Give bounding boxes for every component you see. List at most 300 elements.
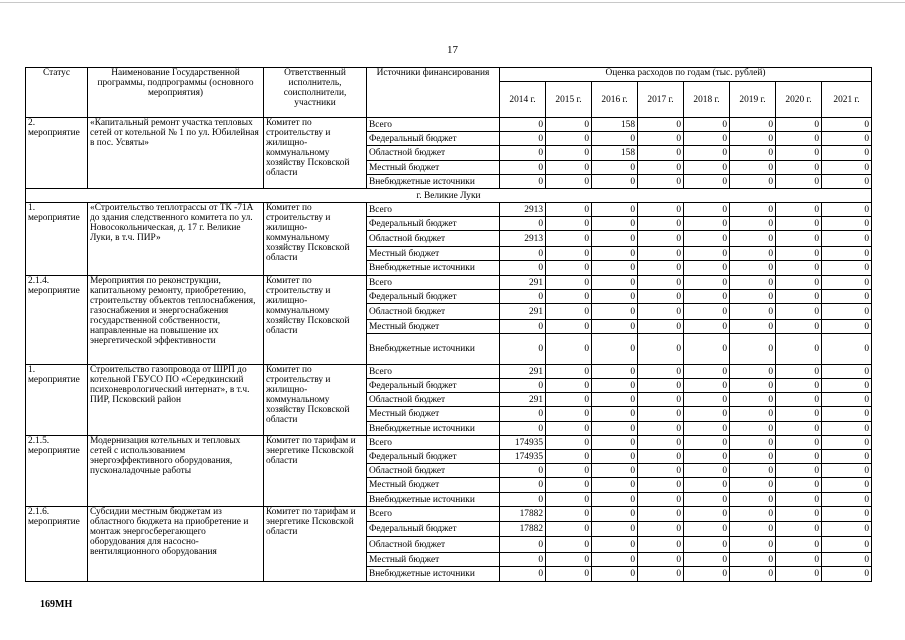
group-status: 2.1.4. мероприятие — [26, 276, 88, 365]
value-cell: 0 — [776, 118, 822, 132]
footer-code: 169МН — [40, 599, 73, 610]
value-cell: 0 — [822, 320, 872, 334]
source-label: Внебюджетные источники — [367, 175, 500, 189]
value-cell: 0 — [592, 217, 638, 231]
value-cell: 0 — [730, 478, 776, 493]
value-cell: 0 — [776, 464, 822, 478]
value-cell: 0 — [638, 450, 684, 464]
value-cell: 0 — [546, 334, 592, 365]
group-name: Субсидии местным бюджетам из областного бюджета на приобретение и монтаж энергосберегающего оборудования для насосно-вентиляционного оборудования — [88, 507, 264, 582]
value-cell: 0 — [500, 537, 546, 553]
value-cell: 0 — [822, 407, 872, 422]
value-cell: 0 — [730, 393, 776, 407]
value-cell: 0 — [730, 522, 776, 537]
value-cell: 0 — [546, 567, 592, 582]
value-cell: 0 — [500, 478, 546, 493]
value-cell: 0 — [730, 261, 776, 276]
source-label: Областной бюджет — [367, 537, 500, 553]
value-cell: 0 — [776, 247, 822, 261]
header-status: Статус — [26, 68, 88, 118]
value-cell: 0 — [500, 407, 546, 422]
value-cell: 0 — [638, 290, 684, 304]
value-cell: 0 — [638, 422, 684, 436]
value-cell: 0 — [546, 175, 592, 189]
value-cell: 0 — [638, 247, 684, 261]
source-label: Местный бюджет — [367, 161, 500, 175]
value-cell: 0 — [638, 261, 684, 276]
value-cell: 0 — [822, 567, 872, 582]
value-cell: 0 — [592, 422, 638, 436]
value-cell: 0 — [592, 290, 638, 304]
value-cell: 0 — [592, 365, 638, 379]
value-cell: 0 — [592, 320, 638, 334]
value-cell: 0 — [638, 320, 684, 334]
value-cell: 0 — [822, 304, 872, 320]
value-cell: 0 — [684, 217, 730, 231]
value-cell: 0 — [500, 553, 546, 567]
value-cell: 0 — [730, 450, 776, 464]
value-cell: 0 — [592, 161, 638, 175]
table-row — [26, 436, 872, 450]
value-cell: 0 — [730, 365, 776, 379]
value-cell: 0 — [730, 422, 776, 436]
value-cell: 0 — [684, 146, 730, 161]
value-cell: 0 — [638, 161, 684, 175]
value-cell: 0 — [638, 217, 684, 231]
value-cell: 0 — [684, 203, 730, 217]
value-cell: 0 — [684, 507, 730, 522]
value-cell: 0 — [684, 450, 730, 464]
value-cell: 0 — [822, 436, 872, 450]
value-cell: 0 — [500, 118, 546, 132]
value-cell: 0 — [776, 537, 822, 553]
value-cell: 0 — [776, 334, 822, 365]
value-cell: 0 — [546, 537, 592, 553]
value-cell: 0 — [730, 118, 776, 132]
value-cell: 0 — [822, 175, 872, 189]
value-cell: 0 — [500, 334, 546, 365]
value-cell: 0 — [730, 290, 776, 304]
scan-edge-line — [0, 2, 905, 3]
value-cell: 0 — [730, 161, 776, 175]
value-cell: 0 — [822, 537, 872, 553]
value-cell: 0 — [730, 436, 776, 450]
value-cell: 0 — [684, 422, 730, 436]
value-cell: 0 — [822, 422, 872, 436]
value-cell: 0 — [638, 436, 684, 450]
value-cell: 0 — [776, 422, 822, 436]
source-label: Федеральный бюджет — [367, 290, 500, 304]
value-cell: 0 — [638, 203, 684, 217]
group-name: «Строительство теплотрассы от ТК -71А до здания следственного комитета по ул. Новосокольническая, д. 17 г. Великие Луки, в т.ч. ПИР» — [88, 203, 264, 276]
value-cell: 0 — [730, 507, 776, 522]
budget-table — [25, 67, 872, 582]
value-cell: 0 — [592, 537, 638, 553]
value-cell: 0 — [730, 553, 776, 567]
value-cell: 0 — [822, 507, 872, 522]
value-cell: 0 — [822, 464, 872, 478]
header-estimate: Оценка расходов по годам (тыс. рублей) — [500, 68, 872, 82]
group-status: 1. мероприятие — [26, 203, 88, 276]
value-cell: 0 — [500, 161, 546, 175]
value-cell: 0 — [638, 146, 684, 161]
value-cell: 0 — [592, 464, 638, 478]
value-cell: 17882 — [500, 507, 546, 522]
source-label: Федеральный бюджет — [367, 450, 500, 464]
value-cell: 0 — [684, 290, 730, 304]
value-cell: 0 — [776, 553, 822, 567]
value-cell: 0 — [684, 276, 730, 290]
value-cell: 0 — [546, 478, 592, 493]
value-cell: 291 — [500, 365, 546, 379]
value-cell: 0 — [730, 334, 776, 365]
value-cell: 0 — [546, 320, 592, 334]
value-cell: 0 — [730, 537, 776, 553]
table-row — [26, 203, 872, 217]
value-cell: 0 — [592, 203, 638, 217]
value-cell: 2913 — [500, 231, 546, 247]
value-cell: 0 — [592, 276, 638, 290]
value-cell: 0 — [592, 478, 638, 493]
value-cell: 0 — [546, 422, 592, 436]
group-status: 2.1.6. мероприятие — [26, 507, 88, 582]
value-cell: 0 — [592, 231, 638, 247]
value-cell: 0 — [730, 464, 776, 478]
header-year: 2016 г. — [592, 82, 638, 118]
source-label: Местный бюджет — [367, 320, 500, 334]
value-cell: 0 — [776, 290, 822, 304]
value-cell: 174935 — [500, 436, 546, 450]
value-cell: 0 — [776, 276, 822, 290]
source-label: Внебюджетные источники — [367, 334, 500, 365]
table-row — [26, 276, 872, 290]
value-cell: 0 — [822, 379, 872, 393]
value-cell: 0 — [776, 161, 822, 175]
value-cell: 0 — [592, 567, 638, 582]
value-cell: 0 — [546, 118, 592, 132]
value-cell: 0 — [638, 276, 684, 290]
group-executor: Комитет по тарифам и энергетике Псковской области — [264, 436, 367, 507]
value-cell: 0 — [638, 464, 684, 478]
value-cell: 0 — [500, 464, 546, 478]
value-cell: 0 — [730, 320, 776, 334]
source-label: Местный бюджет — [367, 553, 500, 567]
group-executor: Комитет по тарифам и энергетике Псковской области — [264, 507, 367, 582]
value-cell: 0 — [684, 304, 730, 320]
value-cell: 0 — [592, 175, 638, 189]
value-cell: 0 — [684, 365, 730, 379]
header-executor: Ответственный исполнитель, соисполнители, участники — [264, 68, 367, 118]
value-cell: 0 — [684, 436, 730, 450]
value-cell: 0 — [592, 334, 638, 365]
value-cell: 0 — [776, 146, 822, 161]
value-cell: 0 — [546, 493, 592, 507]
value-cell: 0 — [822, 132, 872, 146]
source-label: Местный бюджет — [367, 478, 500, 493]
value-cell: 0 — [546, 407, 592, 422]
value-cell: 291 — [500, 304, 546, 320]
source-label: Всего — [367, 507, 500, 522]
value-cell: 0 — [638, 522, 684, 537]
value-cell: 0 — [638, 393, 684, 407]
value-cell: 0 — [500, 132, 546, 146]
value-cell: 0 — [638, 304, 684, 320]
city-label: г. Великие Луки — [26, 189, 872, 203]
group-name: Мероприятия по реконструкции, капитальному ремонту, приобретению, строительству объектов теплоснабжения, газоснабжения и энергоснабжения государственной собственности, направленные на повышение их энергетической эффективности — [88, 276, 264, 365]
value-cell: 0 — [822, 276, 872, 290]
value-cell: 0 — [730, 379, 776, 393]
header-year: 2021 г. — [822, 82, 872, 118]
value-cell: 0 — [684, 118, 730, 132]
value-cell: 0 — [500, 320, 546, 334]
source-label: Областной бюджет — [367, 304, 500, 320]
value-cell: 158 — [592, 118, 638, 132]
value-cell: 0 — [638, 493, 684, 507]
value-cell: 0 — [684, 407, 730, 422]
group-name: Модернизация котельных и тепловых сетей с использованием энергоэффективного оборудования, пусконаладочные работы — [88, 436, 264, 507]
value-cell: 0 — [546, 393, 592, 407]
value-cell: 0 — [822, 393, 872, 407]
value-cell: 0 — [500, 422, 546, 436]
group-status: 2. мероприятие — [26, 118, 88, 189]
source-label: Областной бюджет — [367, 231, 500, 247]
value-cell: 0 — [730, 146, 776, 161]
value-cell: 0 — [684, 567, 730, 582]
source-label: Местный бюджет — [367, 247, 500, 261]
value-cell: 0 — [546, 247, 592, 261]
source-label: Всего — [367, 276, 500, 290]
value-cell: 0 — [546, 304, 592, 320]
value-cell: 0 — [500, 493, 546, 507]
value-cell: 0 — [822, 478, 872, 493]
value-cell: 0 — [546, 146, 592, 161]
value-cell: 0 — [546, 261, 592, 276]
value-cell: 0 — [638, 365, 684, 379]
value-cell: 0 — [592, 436, 638, 450]
value-cell: 0 — [638, 507, 684, 522]
value-cell: 0 — [546, 436, 592, 450]
value-cell: 0 — [730, 247, 776, 261]
value-cell: 0 — [592, 522, 638, 537]
value-cell: 0 — [776, 436, 822, 450]
value-cell: 0 — [684, 132, 730, 146]
value-cell: 0 — [684, 522, 730, 537]
value-cell: 0 — [776, 478, 822, 493]
value-cell: 0 — [776, 407, 822, 422]
value-cell: 0 — [730, 217, 776, 231]
value-cell: 0 — [822, 118, 872, 132]
value-cell: 0 — [730, 203, 776, 217]
source-label: Всего — [367, 203, 500, 217]
group-executor: Комитет по строительству и жилищно-коммунальному хозяйству Псковской области — [264, 365, 367, 436]
value-cell: 0 — [638, 537, 684, 553]
value-cell: 291 — [500, 393, 546, 407]
value-cell: 0 — [822, 161, 872, 175]
value-cell: 0 — [638, 231, 684, 247]
value-cell: 0 — [638, 379, 684, 393]
value-cell: 0 — [500, 261, 546, 276]
group-executor: Комитет по строительству и жилищно-коммунальному хозяйству Псковской области — [264, 203, 367, 276]
value-cell: 0 — [730, 276, 776, 290]
value-cell: 0 — [730, 231, 776, 247]
header-year: 2018 г. — [684, 82, 730, 118]
source-label: Областной бюджет — [367, 393, 500, 407]
source-label: Внебюджетные источники — [367, 567, 500, 582]
value-cell: 0 — [684, 161, 730, 175]
table-row — [26, 507, 872, 522]
value-cell: 0 — [776, 231, 822, 247]
source-label: Федеральный бюджет — [367, 132, 500, 146]
value-cell: 0 — [776, 450, 822, 464]
value-cell: 0 — [822, 231, 872, 247]
value-cell: 0 — [730, 493, 776, 507]
value-cell: 0 — [500, 217, 546, 231]
value-cell: 0 — [638, 118, 684, 132]
value-cell: 0 — [684, 261, 730, 276]
value-cell: 0 — [822, 290, 872, 304]
value-cell: 0 — [592, 261, 638, 276]
value-cell: 0 — [592, 407, 638, 422]
group-executor: Комитет по строительству и жилищно-коммунальному хозяйству Псковской области — [264, 276, 367, 365]
value-cell: 0 — [638, 553, 684, 567]
value-cell: 0 — [776, 132, 822, 146]
value-cell: 0 — [592, 132, 638, 146]
group-name: Строительство газопровода от ШРП до котельной ГБУСО ПО «Середкинский психоневрологический интернат», в т.ч. ПИР, Псковский район — [88, 365, 264, 436]
value-cell: 0 — [776, 175, 822, 189]
header-year: 2014 г. — [500, 82, 546, 118]
value-cell: 0 — [638, 567, 684, 582]
value-cell: 0 — [730, 407, 776, 422]
value-cell: 0 — [684, 334, 730, 365]
value-cell: 0 — [546, 365, 592, 379]
value-cell: 0 — [684, 379, 730, 393]
value-cell: 0 — [776, 393, 822, 407]
value-cell: 0 — [730, 304, 776, 320]
value-cell: 0 — [638, 407, 684, 422]
value-cell: 0 — [546, 161, 592, 175]
value-cell: 0 — [546, 507, 592, 522]
value-cell: 0 — [592, 553, 638, 567]
value-cell: 0 — [546, 464, 592, 478]
value-cell: 2913 — [500, 203, 546, 217]
value-cell: 0 — [638, 478, 684, 493]
header-year: 2017 г. — [638, 82, 684, 118]
value-cell: 0 — [592, 304, 638, 320]
group-executor: Комитет по строительству и жилищно-коммунальному хозяйству Псковской области — [264, 118, 367, 189]
value-cell: 0 — [592, 247, 638, 261]
value-cell: 0 — [546, 276, 592, 290]
source-label: Внебюджетные источники — [367, 493, 500, 507]
value-cell: 0 — [822, 261, 872, 276]
value-cell: 0 — [822, 493, 872, 507]
value-cell: 0 — [684, 320, 730, 334]
source-label: Федеральный бюджет — [367, 217, 500, 231]
value-cell: 0 — [500, 247, 546, 261]
page-number: 17 — [447, 44, 458, 56]
value-cell: 0 — [684, 537, 730, 553]
value-cell: 0 — [546, 379, 592, 393]
city-row — [26, 189, 872, 203]
value-cell: 0 — [500, 290, 546, 304]
value-cell: 0 — [546, 522, 592, 537]
value-cell: 0 — [500, 146, 546, 161]
value-cell: 0 — [500, 379, 546, 393]
value-cell: 0 — [776, 320, 822, 334]
value-cell: 0 — [684, 493, 730, 507]
value-cell: 0 — [500, 175, 546, 189]
source-label: Внебюджетные источники — [367, 422, 500, 436]
value-cell: 0 — [684, 478, 730, 493]
value-cell: 0 — [822, 522, 872, 537]
value-cell: 0 — [730, 567, 776, 582]
value-cell: 0 — [776, 365, 822, 379]
value-cell: 0 — [730, 175, 776, 189]
value-cell: 0 — [776, 261, 822, 276]
table-row — [26, 365, 872, 379]
value-cell: 0 — [592, 493, 638, 507]
value-cell: 291 — [500, 276, 546, 290]
source-label: Федеральный бюджет — [367, 379, 500, 393]
value-cell: 0 — [684, 231, 730, 247]
source-label: Всего — [367, 365, 500, 379]
value-cell: 0 — [822, 334, 872, 365]
header-year: 2019 г. — [730, 82, 776, 118]
value-cell: 0 — [822, 217, 872, 231]
value-cell: 0 — [776, 217, 822, 231]
value-cell: 0 — [822, 146, 872, 161]
value-cell: 0 — [546, 450, 592, 464]
value-cell: 0 — [822, 553, 872, 567]
value-cell: 0 — [822, 203, 872, 217]
value-cell: 0 — [822, 450, 872, 464]
value-cell: 0 — [592, 450, 638, 464]
value-cell: 0 — [546, 231, 592, 247]
header-name: Наименование Государственной программы, подпрограммы (основного мероприятия) — [88, 68, 264, 118]
source-label: Всего — [367, 118, 500, 132]
value-cell: 0 — [776, 507, 822, 522]
value-cell: 0 — [776, 522, 822, 537]
value-cell: 0 — [776, 493, 822, 507]
value-cell: 0 — [546, 203, 592, 217]
source-label: Областной бюджет — [367, 146, 500, 161]
header-year: 2015 г. — [546, 82, 592, 118]
value-cell: 0 — [730, 132, 776, 146]
value-cell: 0 — [776, 304, 822, 320]
value-cell: 158 — [592, 146, 638, 161]
value-cell: 174935 — [500, 450, 546, 464]
value-cell: 0 — [546, 132, 592, 146]
group-status: 1. мероприятие — [26, 365, 88, 436]
value-cell: 0 — [500, 567, 546, 582]
value-cell: 0 — [546, 217, 592, 231]
value-cell: 0 — [638, 175, 684, 189]
header-sources: Источники финансирования — [367, 68, 500, 118]
source-label: Областной бюджет — [367, 464, 500, 478]
header-year: 2020 г. — [776, 82, 822, 118]
value-cell: 0 — [638, 132, 684, 146]
source-label: Местный бюджет — [367, 407, 500, 422]
value-cell: 0 — [546, 290, 592, 304]
group-name: «Капитальный ремонт участка тепловых сетей от котельной № 1 по ул. Юбилейная в пос. Усвяты» — [88, 118, 264, 189]
group-status: 2.1.5. мероприятие — [26, 436, 88, 507]
value-cell: 17882 — [500, 522, 546, 537]
value-cell: 0 — [592, 393, 638, 407]
value-cell: 0 — [638, 334, 684, 365]
value-cell: 0 — [822, 365, 872, 379]
value-cell: 0 — [684, 553, 730, 567]
source-label: Внебюджетные источники — [367, 261, 500, 276]
value-cell: 0 — [684, 175, 730, 189]
